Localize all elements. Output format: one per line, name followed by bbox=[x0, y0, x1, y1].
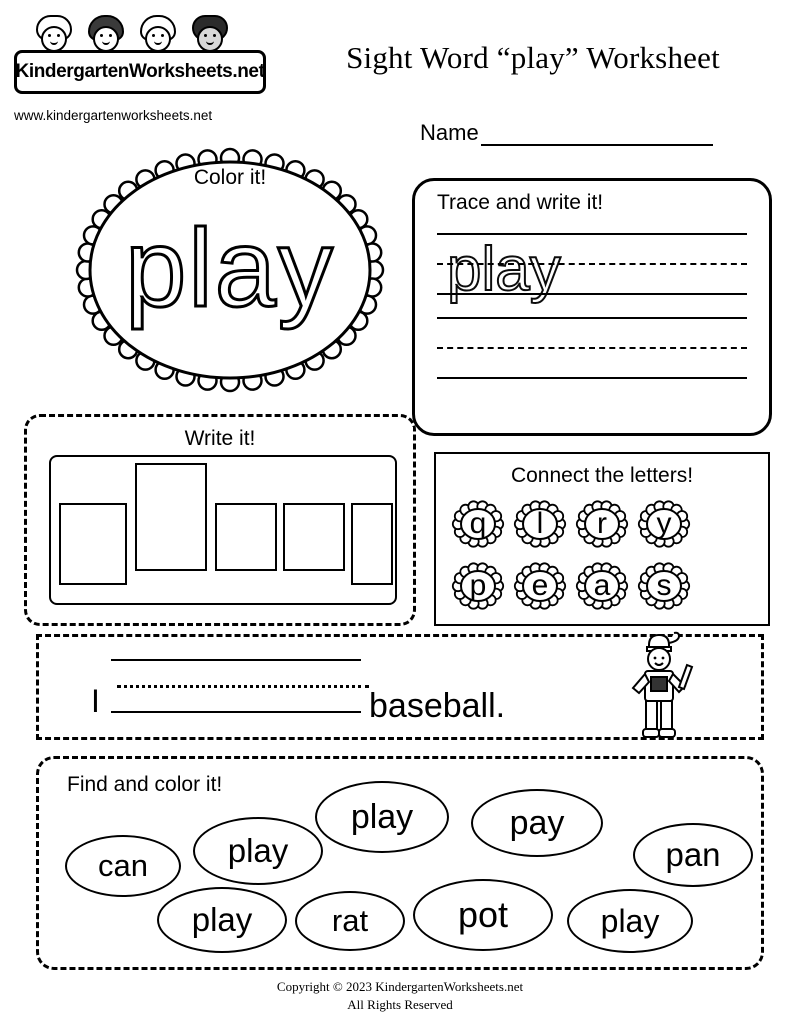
logo-badge bbox=[14, 14, 266, 100]
sentence-rule-top bbox=[111, 659, 361, 661]
footer-rights: All Rights Reserved bbox=[347, 997, 453, 1012]
flower-letter[interactable] bbox=[450, 560, 506, 612]
word-bubble[interactable]: pot bbox=[413, 879, 553, 951]
word-bubble[interactable]: play bbox=[157, 887, 287, 953]
sentence-suffix: baseball. bbox=[369, 687, 506, 725]
word-bubble[interactable]: pay bbox=[471, 789, 603, 857]
sentence-rule-bottom bbox=[111, 711, 361, 713]
flower-letter[interactable] bbox=[636, 498, 692, 550]
connect-letter-glyph: a bbox=[593, 569, 611, 602]
word-bubble[interactable]: play bbox=[315, 781, 449, 853]
connect-row-top bbox=[450, 498, 692, 550]
sentence-prefix: I bbox=[91, 683, 100, 719]
trace-word: play bbox=[447, 235, 561, 304]
footer-copyright: Copyright © 2023 KindergartenWorksheets.net bbox=[276, 979, 524, 994]
write-it-box-3[interactable] bbox=[215, 503, 277, 571]
name-input-line[interactable] bbox=[481, 124, 713, 146]
connect-letter-glyph: q bbox=[469, 507, 487, 540]
section-connect-letters bbox=[434, 452, 770, 626]
connect-row-bottom bbox=[450, 560, 692, 612]
connect-letter-glyph: s bbox=[656, 569, 672, 602]
page-title: Sight Word “play” Worksheet bbox=[346, 40, 720, 75]
write-it-label: Write it! bbox=[27, 427, 413, 451]
logo-text-main: KindergartenWorksheets bbox=[15, 61, 233, 82]
write-it-box-1[interactable] bbox=[59, 503, 127, 585]
footer bbox=[0, 978, 800, 1014]
color-it-word: play bbox=[125, 207, 335, 330]
flower-letter[interactable] bbox=[512, 560, 568, 612]
sentence-blank[interactable] bbox=[117, 685, 369, 688]
section-find-and-color bbox=[36, 756, 764, 970]
connect-label: Connect the letters! bbox=[510, 464, 694, 487]
trace-rule-mid-2 bbox=[437, 347, 747, 349]
trace-rule-top-2 bbox=[437, 317, 747, 319]
find-label: Find and color it! bbox=[67, 773, 223, 796]
write-it-inner-frame bbox=[49, 455, 397, 605]
connect-letter-glyph: e bbox=[531, 569, 549, 602]
color-it-label: Color it! bbox=[193, 166, 267, 189]
word-bubble[interactable]: rat bbox=[295, 891, 405, 951]
name-field[interactable] bbox=[420, 120, 713, 146]
flower-letter[interactable] bbox=[512, 498, 568, 550]
word-bubble[interactable]: can bbox=[65, 835, 181, 897]
word-bubble[interactable]: pan bbox=[633, 823, 753, 887]
name-label: Name bbox=[420, 120, 479, 145]
baseball-player-icon bbox=[613, 629, 703, 747]
word-bubble[interactable]: play bbox=[193, 817, 323, 885]
section-color-it bbox=[70, 140, 390, 400]
flower-letter[interactable] bbox=[636, 560, 692, 612]
logo-text-net: .net bbox=[232, 61, 265, 82]
section-sentence bbox=[36, 634, 764, 740]
flower-letter[interactable] bbox=[574, 560, 630, 612]
site-logo[interactable] bbox=[14, 14, 274, 100]
site-url[interactable]: www.kindergartenworksheets.net bbox=[14, 108, 213, 123]
connect-letter-glyph: r bbox=[597, 507, 607, 540]
section-trace-and-write bbox=[412, 178, 772, 436]
write-it-box-2[interactable] bbox=[135, 463, 207, 571]
flower-letter[interactable] bbox=[574, 498, 630, 550]
logo-wordmark bbox=[14, 50, 266, 94]
connect-letter-glyph: p bbox=[469, 569, 487, 602]
connect-letter-glyph: l bbox=[536, 507, 544, 540]
flower-letter[interactable] bbox=[450, 498, 506, 550]
section-write-it bbox=[24, 414, 416, 626]
trace-label: Trace and write it! bbox=[437, 191, 604, 214]
write-it-box-4[interactable] bbox=[283, 503, 345, 571]
trace-rule-bottom-2[interactable] bbox=[437, 377, 747, 379]
connect-letter-glyph: y bbox=[656, 507, 672, 540]
word-bubble[interactable]: play bbox=[567, 889, 693, 953]
write-it-box-5[interactable] bbox=[351, 503, 393, 585]
